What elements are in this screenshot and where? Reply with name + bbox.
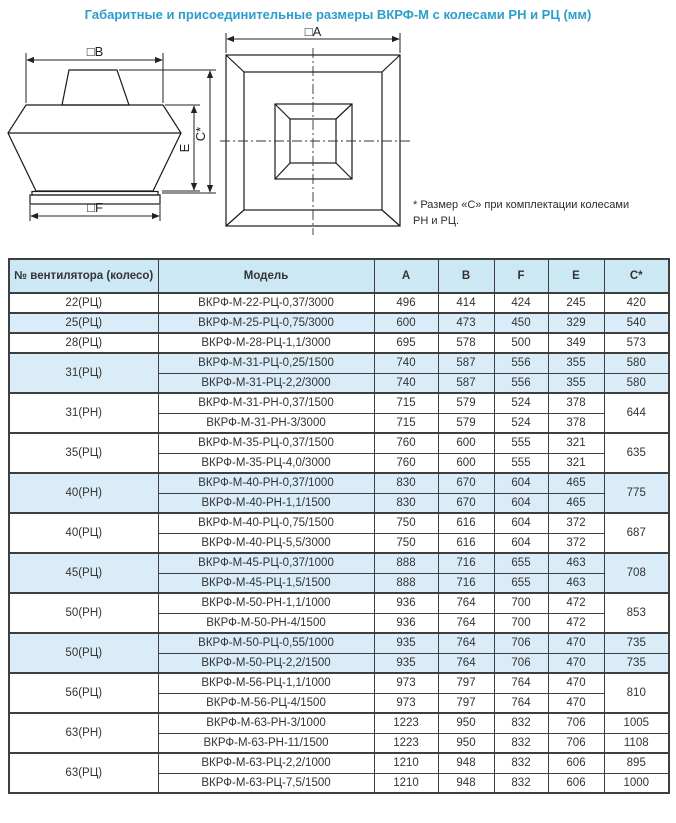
header-f: F <box>494 259 548 293</box>
dim-b-cell: 616 <box>438 533 494 553</box>
wheel-cell: 56(РЦ) <box>9 673 158 713</box>
dim-label-b: □B <box>86 44 104 59</box>
dim-c-cell: 735 <box>604 633 669 653</box>
model-cell: ВКРФ-М-50-РЦ-0,55/1000 <box>158 633 374 653</box>
dimensions-table <box>8 258 670 794</box>
dim-f-cell: 500 <box>494 333 548 353</box>
dim-a-cell: 695 <box>374 333 438 353</box>
header-a: A <box>374 259 438 293</box>
dim-c-cell: 687 <box>604 513 669 553</box>
table-row <box>9 393 669 413</box>
dim-f-cell: 556 <box>494 353 548 373</box>
dim-f-cell: 604 <box>494 473 548 493</box>
dim-b-cell: 670 <box>438 473 494 493</box>
dim-e-cell: 463 <box>548 573 604 593</box>
wheel-cell: 35(РЦ) <box>9 433 158 473</box>
wheel-cell: 25(РЦ) <box>9 313 158 333</box>
model-cell: ВКРФ-М-31-РН-3/3000 <box>158 413 374 433</box>
dim-f-cell: 832 <box>494 733 548 753</box>
dim-a-cell: 888 <box>374 573 438 593</box>
fan-body-outline <box>8 70 181 204</box>
dim-b-cell: 950 <box>438 713 494 733</box>
table-row <box>9 513 669 533</box>
header-b: B <box>438 259 494 293</box>
dim-a-cell: 1223 <box>374 733 438 753</box>
dim-f-cell: 700 <box>494 613 548 633</box>
dim-e-cell: 329 <box>548 313 604 333</box>
dim-a-cell: 715 <box>374 413 438 433</box>
dim-a-cell: 1223 <box>374 713 438 733</box>
dim-c-cell: 573 <box>604 333 669 353</box>
dim-e-cell: 470 <box>548 673 604 693</box>
dim-c-cell: 853 <box>604 593 669 633</box>
dim-a-cell: 936 <box>374 593 438 613</box>
dim-a-cell: 715 <box>374 393 438 413</box>
wheel-cell: 40(РН) <box>9 473 158 513</box>
dim-e-cell: 706 <box>548 713 604 733</box>
model-cell: ВКРФ-М-63-РН-3/1000 <box>158 713 374 733</box>
dim-f-cell: 832 <box>494 713 548 733</box>
dim-b-cell: 797 <box>438 673 494 693</box>
dim-a-cell: 830 <box>374 493 438 513</box>
table-row <box>9 353 669 373</box>
wheel-cell: 31(РН) <box>9 393 158 433</box>
dim-e-cell: 349 <box>548 333 604 353</box>
dim-f-cell: 706 <box>494 653 548 673</box>
dim-b-cell: 587 <box>438 353 494 373</box>
dim-c-cell: 1005 <box>604 713 669 733</box>
dim-a-cell: 935 <box>374 653 438 673</box>
wheel-cell: 50(РН) <box>9 593 158 633</box>
model-cell: ВКРФ-М-56-РЦ-4/1500 <box>158 693 374 713</box>
model-cell: ВКРФ-М-40-РЦ-0,75/1500 <box>158 513 374 533</box>
table-row <box>9 753 669 773</box>
dim-f-cell: 524 <box>494 393 548 413</box>
dimension-drawings <box>0 26 676 252</box>
dim-c-cell: 895 <box>604 753 669 773</box>
model-cell: ВКРФ-М-22-РЦ-0,37/3000 <box>158 293 374 313</box>
dim-f-cell: 604 <box>494 493 548 513</box>
dim-label-e: E <box>177 143 192 153</box>
dim-e-cell: 321 <box>548 453 604 473</box>
dim-f-cell: 655 <box>494 573 548 593</box>
dim-a-cell: 1210 <box>374 753 438 773</box>
dim-b-cell: 950 <box>438 733 494 753</box>
model-cell: ВКРФ-М-63-РН-11/1500 <box>158 733 374 753</box>
dim-e-cell: 470 <box>548 693 604 713</box>
dim-b-cell: 716 <box>438 573 494 593</box>
dim-e-cell: 606 <box>548 773 604 793</box>
dim-f-cell: 604 <box>494 513 548 533</box>
dim-a-cell: 973 <box>374 673 438 693</box>
wheel-cell: 50(РЦ) <box>9 633 158 673</box>
dim-f-cell: 832 <box>494 753 548 773</box>
wheel-cell: 45(РЦ) <box>9 553 158 593</box>
model-cell: ВКРФ-М-50-РН-4/1500 <box>158 613 374 633</box>
footnote <box>413 198 668 230</box>
dim-a-cell: 888 <box>374 553 438 573</box>
dim-b-cell: 948 <box>438 753 494 773</box>
dim-label-f: □F <box>87 200 103 215</box>
dim-e-cell: 372 <box>548 533 604 553</box>
dim-e-cell: 470 <box>548 653 604 673</box>
model-cell: ВКРФ-М-40-РЦ-5,5/3000 <box>158 533 374 553</box>
dim-e-cell: 355 <box>548 353 604 373</box>
model-cell: ВКРФ-М-56-РЦ-1,1/1000 <box>158 673 374 693</box>
model-cell: ВКРФ-М-63-РЦ-7,5/1500 <box>158 773 374 793</box>
dim-c-cell: 635 <box>604 433 669 473</box>
motor-housing <box>62 70 129 105</box>
dim-c-cell: 644 <box>604 393 669 433</box>
dim-f-cell: 555 <box>494 453 548 473</box>
dim-label-c: C* <box>193 126 208 142</box>
dim-a-cell: 750 <box>374 513 438 533</box>
dim-a-cell: 1210 <box>374 773 438 793</box>
dim-e-cell: 472 <box>548 593 604 613</box>
dim-c-cell: 1000 <box>604 773 669 793</box>
model-cell: ВКРФ-М-31-РЦ-2,2/3000 <box>158 373 374 393</box>
dim-b-cell: 764 <box>438 653 494 673</box>
dim-a-cell: 830 <box>374 473 438 493</box>
dim-f-cell: 524 <box>494 413 548 433</box>
model-cell: ВКРФ-М-31-РЦ-0,25/1500 <box>158 353 374 373</box>
dim-b-cell: 600 <box>438 453 494 473</box>
dim-f-cell: 655 <box>494 553 548 573</box>
wheel-cell: 63(РЦ) <box>9 753 158 793</box>
dim-e-cell: 321 <box>548 433 604 453</box>
model-cell: ВКРФ-М-45-РЦ-0,37/1000 <box>158 553 374 573</box>
center-lines <box>220 48 412 235</box>
table-row <box>9 673 669 693</box>
dim-c-cell: 708 <box>604 553 669 593</box>
dim-e-cell: 465 <box>548 493 604 513</box>
dim-b-cell: 716 <box>438 553 494 573</box>
dim-b-cell: 948 <box>438 773 494 793</box>
header-c: C* <box>604 259 669 293</box>
model-cell: ВКРФ-М-31-РН-0,37/1500 <box>158 393 374 413</box>
dim-c-cell: 540 <box>604 313 669 333</box>
dim-e-cell: 463 <box>548 553 604 573</box>
dim-a-cell: 760 <box>374 453 438 473</box>
dim-c-cell: 580 <box>604 353 669 373</box>
dim-c-cell: 420 <box>604 293 669 313</box>
model-cell: ВКРФ-М-50-РЦ-2,2/1500 <box>158 653 374 673</box>
wheel-cell: 63(РН) <box>9 713 158 753</box>
dim-b-cell: 764 <box>438 633 494 653</box>
dim-f-cell: 700 <box>494 593 548 613</box>
side-view-drawing <box>3 43 219 239</box>
dim-b-cell: 764 <box>438 593 494 613</box>
table-row <box>9 593 669 613</box>
table-row <box>9 293 669 313</box>
dim-f-cell: 604 <box>494 533 548 553</box>
dim-f-cell: 555 <box>494 433 548 453</box>
dim-e-cell: 472 <box>548 613 604 633</box>
dim-f-cell: 424 <box>494 293 548 313</box>
dim-a-cell: 600 <box>374 313 438 333</box>
dim-b-cell: 587 <box>438 373 494 393</box>
wheel-cell: 40(РЦ) <box>9 513 158 553</box>
header-model: Модель <box>158 259 374 293</box>
dim-f-cell: 764 <box>494 673 548 693</box>
dim-a-cell: 750 <box>374 533 438 553</box>
footnote-line2: РН и РЦ. <box>413 214 460 227</box>
page-title: Габаритные и присоединительные размеры ВКРФ-М с колесами РН и РЦ (мм) <box>84 7 592 22</box>
dim-c-cell: 735 <box>604 653 669 673</box>
table-row <box>9 433 669 453</box>
header-wheel: № вентилятора (колесо) <box>9 259 158 293</box>
dim-b-cell: 616 <box>438 513 494 533</box>
dim-f-cell: 556 <box>494 373 548 393</box>
dimensions-table-body <box>9 293 669 793</box>
dim-c-cell: 810 <box>604 673 669 713</box>
dim-b-cell: 578 <box>438 333 494 353</box>
table-row <box>9 333 669 353</box>
dim-e-cell: 378 <box>548 413 604 433</box>
model-cell: ВКРФ-М-35-РЦ-0,37/1500 <box>158 433 374 453</box>
model-cell: ВКРФ-М-35-РЦ-4,0/3000 <box>158 453 374 473</box>
model-cell: ВКРФ-М-40-РН-0,37/1000 <box>158 473 374 493</box>
dim-f-cell: 764 <box>494 693 548 713</box>
wheel-cell: 31(РЦ) <box>9 353 158 393</box>
model-cell: ВКРФ-М-28-РЦ-1,1/3000 <box>158 333 374 353</box>
dim-a-cell: 740 <box>374 353 438 373</box>
dim-a-cell: 973 <box>374 693 438 713</box>
footnote-line1: * Размер «С» при комплектации колесами <box>413 199 630 211</box>
dim-b-cell: 797 <box>438 693 494 713</box>
dim-e-cell: 372 <box>548 513 604 533</box>
dim-a-cell: 496 <box>374 293 438 313</box>
dim-e-cell: 606 <box>548 753 604 773</box>
dim-b-cell: 600 <box>438 433 494 453</box>
dim-c-cell: 580 <box>604 373 669 393</box>
dim-c-cell: 775 <box>604 473 669 513</box>
table-row <box>9 553 669 573</box>
dim-b-cell: 414 <box>438 293 494 313</box>
table-row <box>9 313 669 333</box>
table-row <box>9 633 669 653</box>
dim-f-cell: 706 <box>494 633 548 653</box>
dim-a-cell: 760 <box>374 433 438 453</box>
dim-e-cell: 378 <box>548 393 604 413</box>
model-cell: ВКРФ-М-45-РЦ-1,5/1500 <box>158 573 374 593</box>
model-cell: ВКРФ-М-40-РН-1,1/1500 <box>158 493 374 513</box>
model-cell: ВКРФ-М-50-РН-1,1/1000 <box>158 593 374 613</box>
wheel-cell: 22(РЦ) <box>9 293 158 313</box>
dim-e-cell: 706 <box>548 733 604 753</box>
top-view-drawing <box>220 26 416 240</box>
side-view-dimensions <box>26 53 216 221</box>
dim-c-cell: 1108 <box>604 733 669 753</box>
dim-b-cell: 579 <box>438 413 494 433</box>
dim-e-cell: 245 <box>548 293 604 313</box>
dim-b-cell: 670 <box>438 493 494 513</box>
dim-e-cell: 470 <box>548 633 604 653</box>
dim-f-cell: 450 <box>494 313 548 333</box>
dim-e-cell: 465 <box>548 473 604 493</box>
dim-e-cell: 355 <box>548 373 604 393</box>
table-header <box>9 259 669 293</box>
dim-f-cell: 832 <box>494 773 548 793</box>
dim-b-cell: 473 <box>438 313 494 333</box>
dim-b-cell: 579 <box>438 393 494 413</box>
dim-a-cell: 936 <box>374 613 438 633</box>
dim-label-a: □A <box>304 26 322 39</box>
model-cell: ВКРФ-М-25-РЦ-0,75/3000 <box>158 313 374 333</box>
model-cell: ВКРФ-М-63-РЦ-2,2/1000 <box>158 753 374 773</box>
dim-a-cell: 935 <box>374 633 438 653</box>
dim-b-cell: 764 <box>438 613 494 633</box>
table-row <box>9 713 669 733</box>
table-row <box>9 473 669 493</box>
header-e: E <box>548 259 604 293</box>
dim-a-cell: 740 <box>374 373 438 393</box>
wheel-cell: 28(РЦ) <box>9 333 158 353</box>
